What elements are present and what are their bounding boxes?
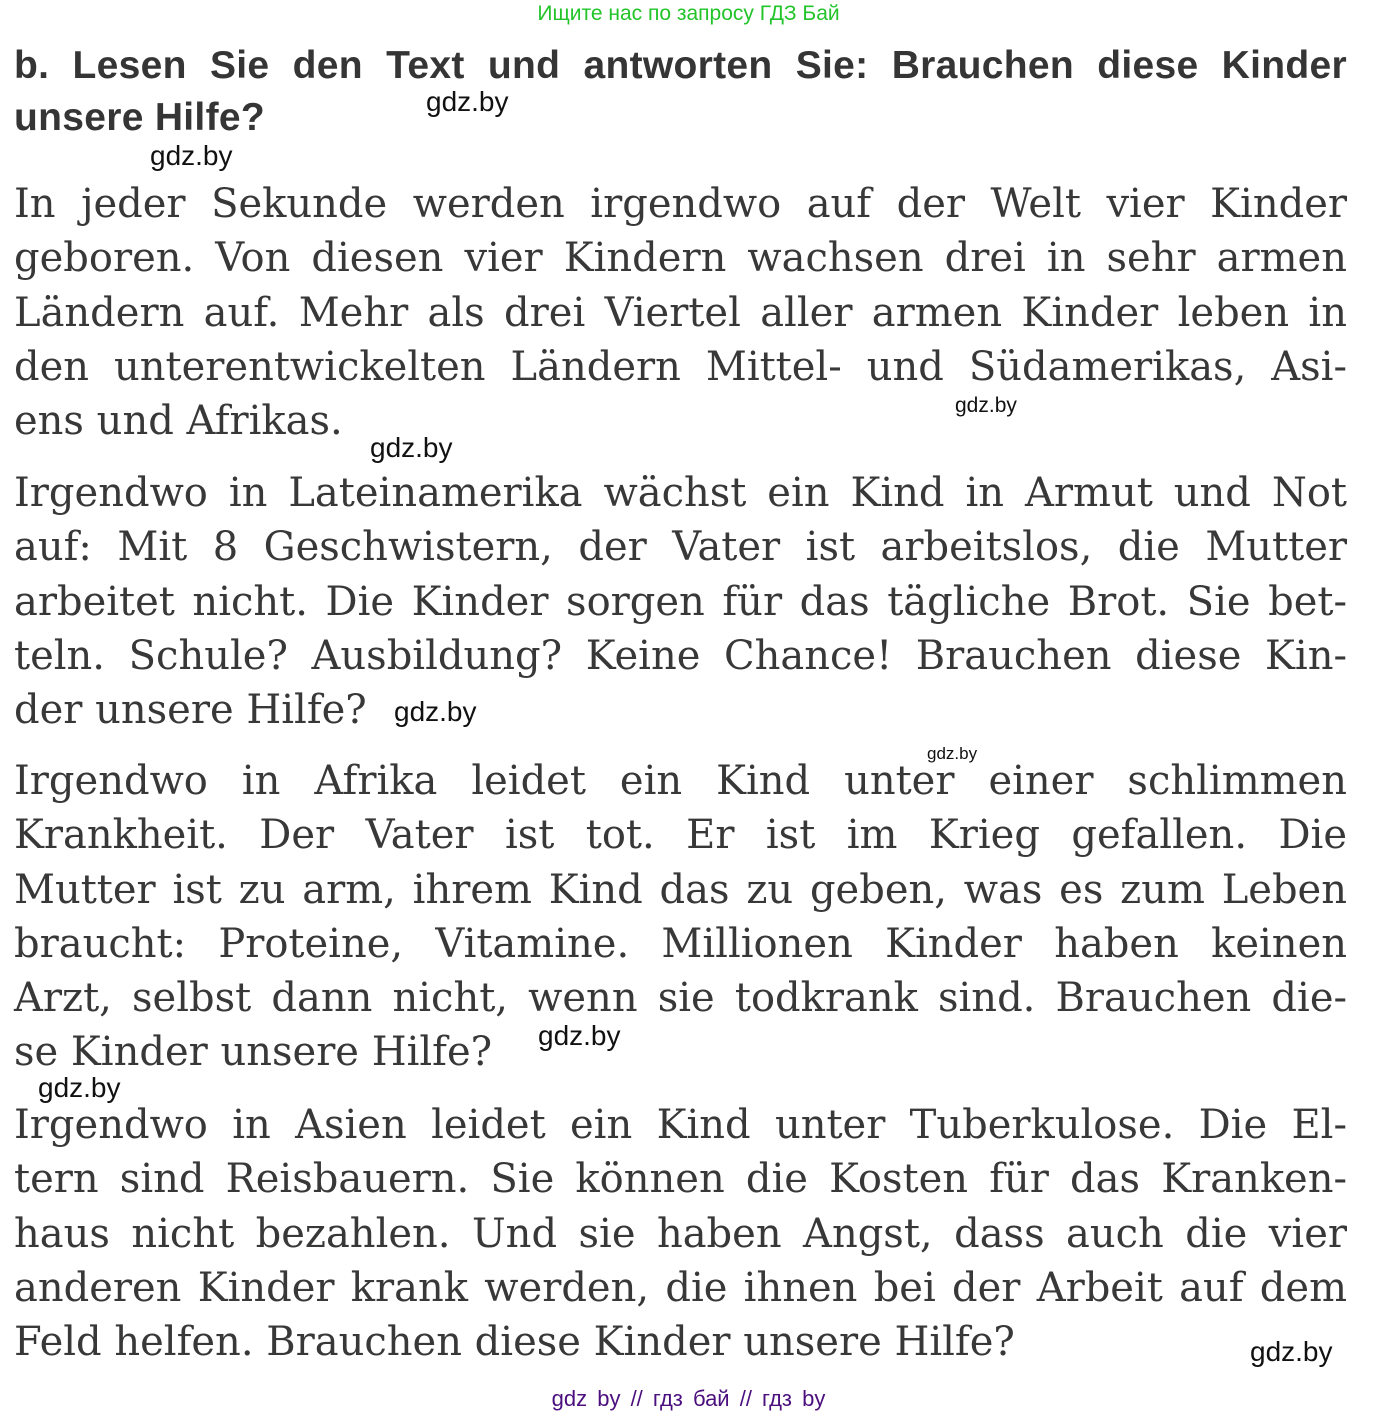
watermark: gdz.by (538, 1020, 621, 1051)
text-line: braucht: Proteine, Vitamine. Millionen Kinder haben keinen (14, 920, 1347, 967)
text-line: Feld helfen. Brauchen diese Kinder unsere Hilfe? (14, 1319, 1015, 1366)
watermark: gdz.by (1250, 1336, 1333, 1367)
paragraph-intro (14, 177, 1347, 448)
text-line: haus nicht bezahlen. Und sie haben Angst, dass auch die vier (14, 1210, 1347, 1257)
text-line: arbeitet nicht. Die Kinder sorgen für das tägliche Brot. Sie bet- (14, 578, 1347, 625)
paragraph-latin-america (14, 466, 1347, 737)
text-line: auf: Mit 8 Geschwistern, der Vater ist arbeitslos, die Mutter (14, 524, 1347, 571)
text-line: Krankheit. Der Vater ist tot. Er ist im Krieg gefallen. Die (14, 812, 1347, 859)
watermark: gdz.by (426, 86, 509, 117)
footer-links: gdz by // гдз бай // гдз by (551, 1386, 826, 1411)
text-line: den unterentwickelten Ländern Mittel- und Südamerikas, Asi- (14, 343, 1347, 390)
text-line: In jeder Sekunde werden irgendwo auf der Welt vier Kinder (14, 181, 1347, 227)
paragraph-africa (14, 754, 1347, 1080)
text-line: ens und Afrikas. (14, 398, 343, 445)
heading-line: unsere Hilfe? (14, 96, 265, 139)
watermark: gdz.by (38, 1072, 121, 1103)
text-line: teln. Schule? Ausbildung? Keine Chance! Brauchen diese Kin- (14, 632, 1347, 679)
text-line: Ländern auf. Mehr als drei Viertel aller armen Kinder leben in (14, 289, 1347, 336)
watermark: gdz.by (394, 696, 477, 727)
text-line: Irgendwo in Afrika leidet ein Kind unter einer schlimmen (14, 758, 1347, 804)
watermark: gdz.by (927, 744, 978, 763)
text-line: Arzt, selbst dann nicht, wenn sie todkrank sind. Brauchen die- (14, 975, 1347, 1022)
paragraph-asia (14, 1098, 1347, 1369)
text-line: anderen Kinder krank werden, die ihnen bei der Arbeit auf dem (14, 1264, 1347, 1311)
text-line: der unsere Hilfe? (14, 687, 367, 734)
text-line: geboren. Von diesen vier Kindern wachsen drei in sehr armen (14, 235, 1347, 282)
text-line: Mutter ist zu arm, ihrem Kind das zu geben, was es zum Leben (14, 866, 1347, 913)
heading-line: b. Lesen Sie den Text und antworten Sie: Brauchen diese Kinder (14, 44, 1347, 87)
text-line: Irgendwo in Lateinamerika wächst ein Kind in Armut und Not (14, 470, 1347, 516)
exercise-heading (14, 40, 1347, 144)
watermark: gdz.by (955, 394, 1017, 417)
text-line: se Kinder unsere Hilfe? (14, 1029, 493, 1076)
watermark: gdz.by (370, 432, 453, 463)
search-banner: Ищите нас по запросу ГДЗ Бай (537, 2, 840, 25)
text-line: Irgendwo in Asien leidet ein Kind unter Tuberkulose. Die El- (14, 1102, 1347, 1148)
watermark: gdz.by (150, 140, 233, 171)
text-line: tern sind Reisbauern. Sie können die Kosten für das Kranken- (14, 1156, 1347, 1203)
